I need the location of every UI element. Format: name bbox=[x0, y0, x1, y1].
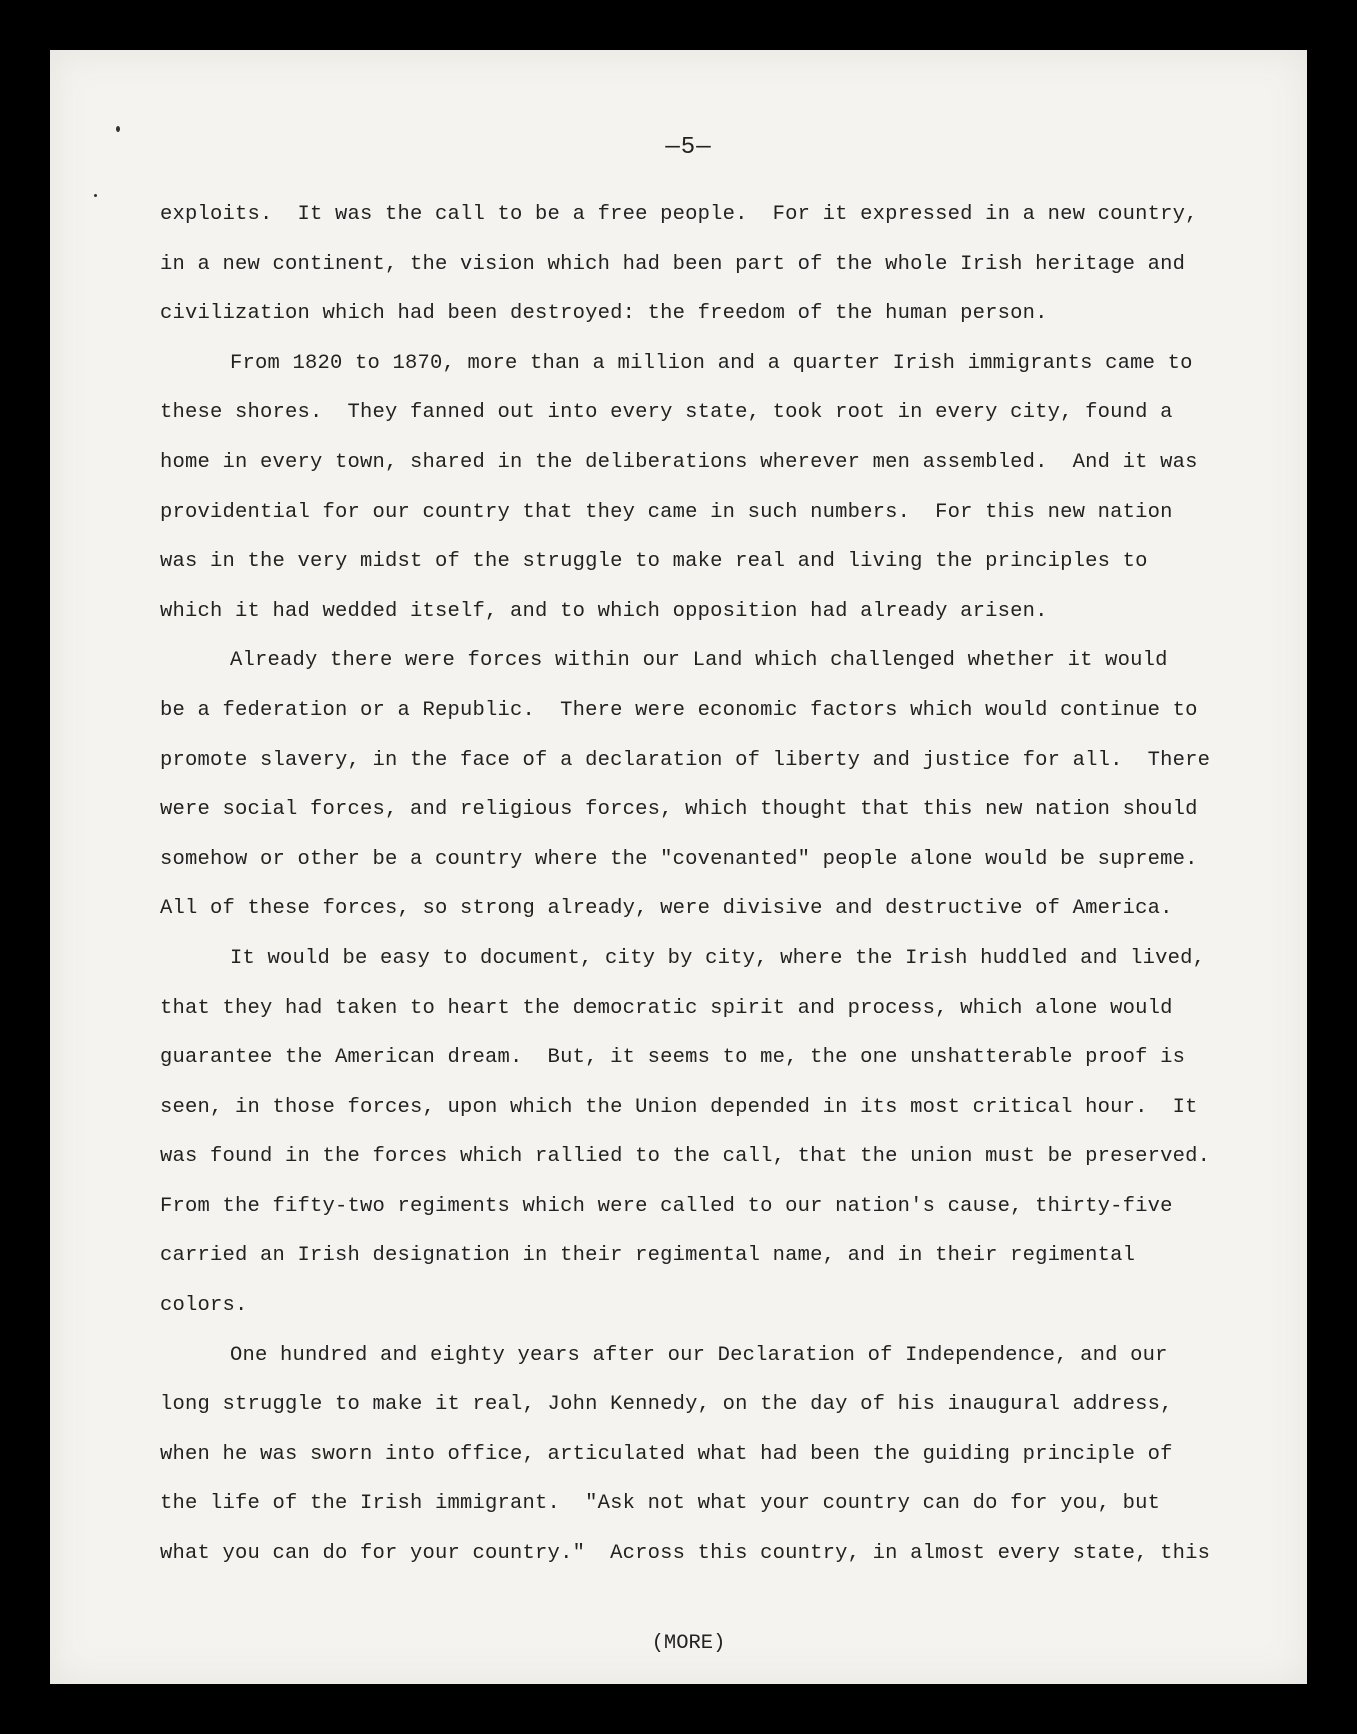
text-line: in a new continent, the vision which had been part of the whole Irish heritage and bbox=[160, 252, 1186, 276]
text-line: which it had wedded itself, and to which opposition had already arisen. bbox=[160, 599, 1048, 623]
text-line: One hundred and eighty years after our Declaration of Independence, and our bbox=[230, 1343, 1168, 1367]
text-line: carried an Irish designation in their regimental name, and in their regimental bbox=[160, 1244, 1136, 1268]
text-line: these shores. They fanned out into every state, took root in every city, found a bbox=[160, 401, 1173, 425]
text-line: the life of the Irish immigrant. "Ask not what your country can do for you, but bbox=[160, 1492, 1161, 1516]
text-line: were social forces, and religious forces, which thought that this new nation should bbox=[160, 798, 1198, 822]
text-line: promote slavery, in the face of a declaration of liberty and justice for all. There bbox=[160, 748, 1211, 772]
text-line: home in every town, shared in the deliberations wherever men assembled. And it was bbox=[160, 450, 1198, 474]
text-line: colors. bbox=[160, 1294, 248, 1318]
more-footer: (MORE) bbox=[651, 1632, 726, 1655]
text-line: From the fifty-two regiments which were called to our nation's cause, thirty-five bbox=[160, 1194, 1173, 1218]
page-number: —5— bbox=[665, 134, 712, 161]
text-line: was in the very midst of the struggle to make real and living the principles to bbox=[160, 550, 1148, 574]
text-line: exploits. It was the call to be a free people. For it expressed in a new country, bbox=[160, 203, 1198, 226]
text-line: From 1820 to 1870, more than a million and a quarter Irish immigrants came to bbox=[230, 351, 1193, 375]
text-line: that they had taken to heart the democratic spirit and process, which alone would bbox=[160, 996, 1173, 1020]
text-line: seen, in those forces, upon which the Union depended in its most critical hour. It bbox=[160, 1095, 1198, 1119]
text-line: be a federation or a Republic. There were economic factors which would continue to bbox=[160, 698, 1198, 722]
text-line: It would be easy to document, city by city, where the Irish huddled and lived, bbox=[230, 946, 1206, 970]
text-line: long struggle to make it real, John Kennedy, on the day of his inaugural address, bbox=[160, 1393, 1173, 1417]
text-line: was found in the forces which rallied to the call, that the union must be preserved. bbox=[160, 1145, 1211, 1169]
text-line: guarantee the American dream. But, it seems to me, the one unshatterable proof is bbox=[160, 1046, 1186, 1070]
ink-speck bbox=[94, 194, 97, 197]
text-line: civilization which had been destroyed: the freedom of the human person. bbox=[160, 302, 1048, 326]
ink-speck bbox=[116, 126, 120, 132]
document-page bbox=[50, 50, 1307, 1684]
text-line: providential for our country that they came in such numbers. For this new nation bbox=[160, 500, 1173, 524]
body-text bbox=[160, 190, 1260, 1579]
text-line: Already there were forces within our Land which challenged whether it would bbox=[230, 649, 1168, 673]
text-line: somehow or other be a country where the "covenanted" people alone would be supreme. bbox=[160, 847, 1198, 871]
text-line: what you can do for your country." Across this country, in almost every state, this bbox=[160, 1542, 1211, 1566]
text-line: All of these forces, so strong already, were divisive and destructive of America. bbox=[160, 897, 1173, 921]
text-line: when he was sworn into office, articulated what had been the guiding principle of bbox=[160, 1442, 1173, 1466]
